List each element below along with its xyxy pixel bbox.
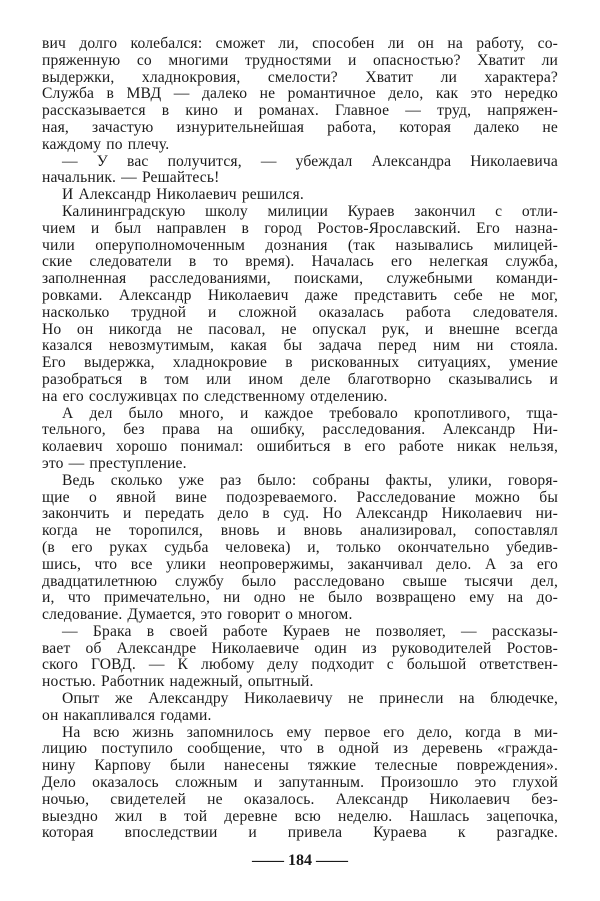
text-line: тельного, без права на ошибку, расследования. Александр Ни- — [42, 421, 558, 439]
text-line: ровками. Александр Николаевич даже представить себе не мог, — [42, 286, 558, 304]
text-line: щие о явной вине подозреваемого. Расследование можно бы — [42, 488, 558, 506]
text-line: вич долго колебался: сможет ли, способен ли он на работу, со- — [42, 35, 558, 52]
text-line: чием и был направлен в город Ростов-Ярославский. Его назна- — [42, 219, 558, 237]
text-line: на его сослуживцах по следственному отделению. — [42, 387, 388, 405]
text-line: Его выдержка, хладнокровие в рискованных ситуациях, умение — [42, 354, 558, 372]
text-line: чили оперуполномоченным дознания (так назывались милицей- — [42, 236, 558, 254]
text-line: следование. Думается, это говорит о многом. — [42, 606, 353, 624]
text-line: которая впоследствии и привела Кураева к разгадке. — [42, 824, 558, 842]
text-line: — У вас получится, — убеждал Александра Николаевича — [62, 152, 558, 170]
text-line: Ведь сколько уже раз было: собраны факты, улики, говоря- — [62, 471, 558, 489]
text-line: Опыт же Александру Николаевичу не принесли на блюдечке, — [62, 690, 558, 708]
text-line: и, что примечательно, ни одно не было возвращено ему на до- — [42, 589, 558, 607]
text-line: ночью, свидетелей не оказалось. Александр Николаевич без- — [42, 790, 558, 808]
text-line: Но он никогда не пасовал, не опускал рук, и внешне всегда — [42, 320, 558, 338]
page-body-text — [42, 36, 558, 842]
text-line: казался невозмутимым, какая бы задача перед ним ни стояла. — [42, 337, 558, 355]
text-line: (в его руках судьба человека) и, только окончательно убедив- — [42, 538, 558, 556]
text-line: рассказывается в кино и романах. Главное — труд, напряжен- — [42, 102, 558, 120]
text-line: он накапливался годами. — [42, 706, 212, 724]
page-number: —— 184 —— — [252, 852, 348, 869]
text-line: А дел было много, и каждое требовало кропотливого, тща- — [62, 404, 558, 422]
text-line: — Брака в своей работе Кураев не позволяет, — рассказы- — [62, 622, 558, 640]
text-line: каждому по плечу. — [42, 135, 170, 153]
text-line: И Александр Николаевич решился. — [62, 186, 304, 204]
text-line: начальник. — Решайтесь! — [42, 169, 220, 187]
text-line: ские следователи в то время). Началась его нелегкая служба, — [42, 253, 558, 271]
text-line: заполненная расследованиями, поисками, служебными команди- — [42, 270, 558, 288]
text-line: это — преступление. — [42, 454, 187, 472]
text-line: пряженную со многими трудностями и опасностью? Хватит ли — [42, 51, 558, 69]
text-line: ского ГОВД. — К любому делу подходит с большой ответствен- — [42, 656, 558, 674]
text-line: двадцатилетнюю службу было расследовано свыше тысячи дел, — [42, 572, 558, 590]
text-line: закончить и передать дело в суд. Но Александр Николаевич ни- — [42, 505, 558, 523]
text-line: лицию поступило сообщение, что в одной из деревень «гражда- — [42, 740, 558, 758]
text-line: нину Карпову были нанесены тяжкие телесные повреждения». — [42, 757, 558, 775]
text-line: шись, что все улики неопровержимы, заканчивал дело. А за его — [42, 555, 558, 573]
text-line: разобраться в том или ином деле благотворно сказывались и — [42, 370, 558, 388]
text-line: насколько трудной и сложной оказалась работа следователя. — [42, 303, 558, 321]
text-line: выездно жил в той деревне всю неделю. Нашлась зацепочка, — [42, 807, 558, 825]
text-line: ностью. Работник надежный, опытный. — [42, 673, 314, 691]
text-line: когда не торопился, вновь и вновь анализировал, сопоставлял — [42, 522, 558, 540]
text-line: Дело оказалось сложным и запутанным. Произошло это глухой — [42, 774, 558, 792]
text-line: колаевич хорошо понимал: ошибиться в его работе никак нельзя, — [42, 438, 558, 456]
text-line: Калининградскую школу милиции Кураев закончил с отли- — [62, 202, 558, 220]
text-line: На всю жизнь запомнилось ему первое его дело, когда в ми- — [62, 723, 558, 741]
text-line: Служба в МВД — далеко не романтичное дело, как это нередко — [42, 85, 558, 103]
text-line: ная, зачастую изнурительнейшая работа, которая далеко не — [42, 118, 558, 136]
text-line: выдержки, хладнокровия, смелости? Хватит ли характера? — [42, 68, 558, 86]
text-line: вает об Александре Николаевиче один из руководителей Ростов- — [42, 639, 558, 657]
